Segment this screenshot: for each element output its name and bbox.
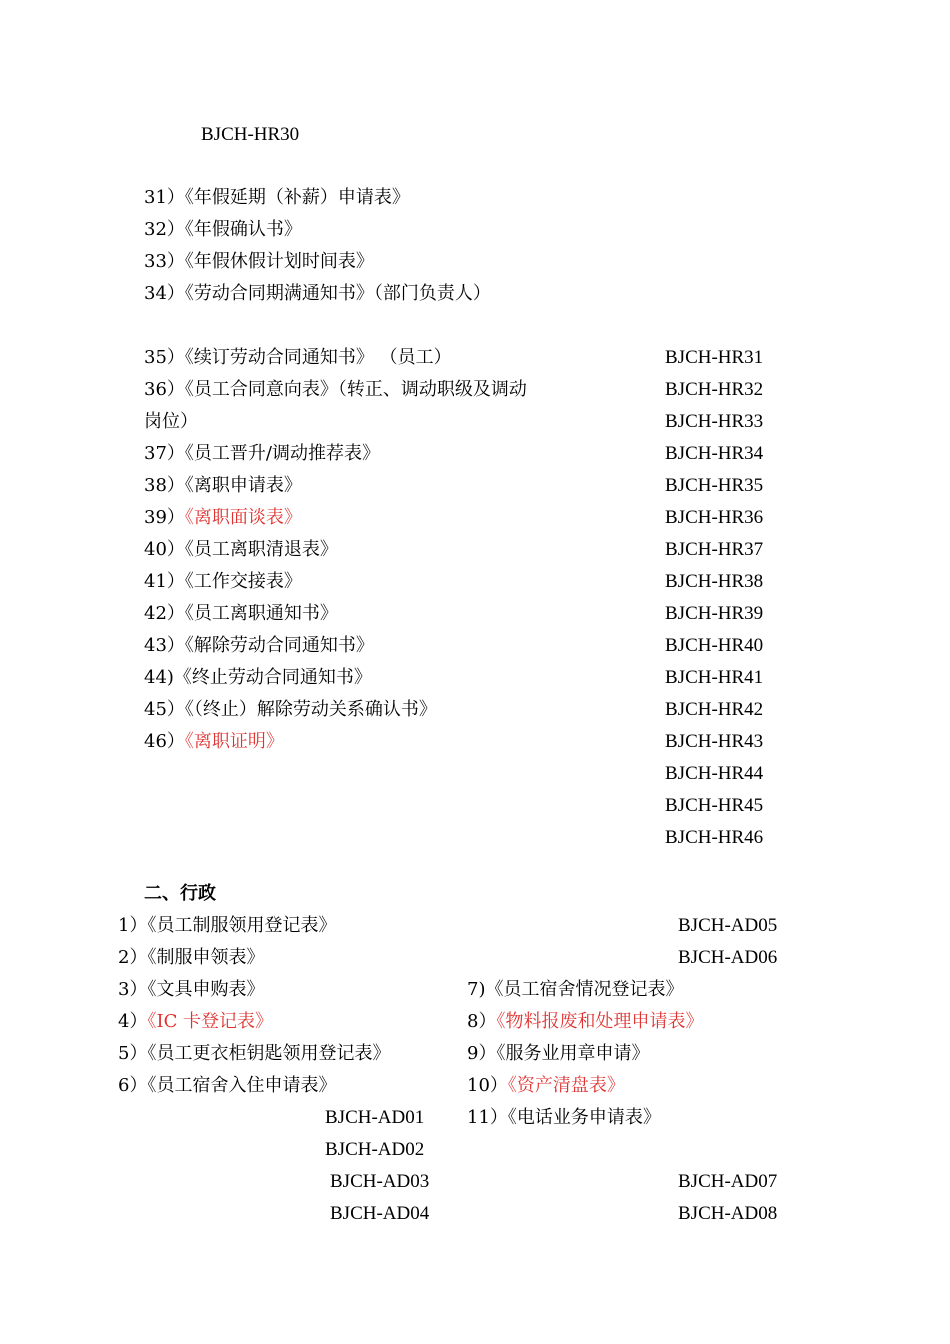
admin-item-7: 7)《员工宿舍情况登记表》 bbox=[467, 979, 684, 1000]
code-ad05: BJCH-AD05 bbox=[678, 915, 778, 936]
item-number: 4） bbox=[118, 1011, 148, 1032]
code-hr38: BJCH-HR38 bbox=[665, 571, 764, 592]
list-item-35: 35）《续订劳动合同通知书》 （员工） bbox=[144, 347, 452, 368]
list-item-32: 32）《年假确认书》 bbox=[144, 219, 302, 240]
list-item-38: 38）《离职申请表》 bbox=[144, 475, 302, 496]
code-hr37: BJCH-HR37 bbox=[665, 539, 764, 560]
admin-item-10 bbox=[467, 1075, 625, 1097]
list-item-34: 34）《劳动合同期满通知书》（部门负责人） bbox=[144, 283, 491, 304]
item-number: 39） bbox=[144, 507, 185, 528]
list-item-31: 31）《年假延期（补薪）申请表》 bbox=[144, 187, 410, 208]
highlighted-form-title: 《离职面谈表》 bbox=[184, 507, 302, 528]
admin-item-5: 5）《员工更衣柜钥匙领用登记表》 bbox=[118, 1043, 391, 1064]
list-item-43: 43）《解除劳动合同通知书》 bbox=[144, 635, 374, 656]
code-ad02: BJCH-AD02 bbox=[325, 1139, 425, 1160]
list-item-39 bbox=[144, 507, 302, 529]
code-ad07: BJCH-AD07 bbox=[678, 1171, 778, 1192]
code-hr31: BJCH-HR31 bbox=[665, 347, 764, 368]
highlighted-form-title: 《物料报废和处理申请表》 bbox=[496, 1011, 704, 1032]
code-hr40: BJCH-HR40 bbox=[665, 635, 764, 656]
code-hr43: BJCH-HR43 bbox=[665, 731, 764, 752]
code-hr30: BJCH-HR30 bbox=[201, 124, 300, 145]
highlighted-form-title: 《资产清盘表》 bbox=[507, 1075, 625, 1096]
list-item-41: 41）《工作交接表》 bbox=[144, 571, 302, 592]
admin-item-3: 3）《文具申购表》 bbox=[118, 979, 265, 1000]
item-number: 46） bbox=[144, 731, 185, 752]
code-hr41: BJCH-HR41 bbox=[665, 667, 764, 688]
admin-item-4 bbox=[118, 1011, 273, 1033]
section-heading-admin: 二、行政 bbox=[144, 883, 216, 904]
code-hr33: BJCH-HR33 bbox=[665, 411, 764, 432]
item-number: 8） bbox=[467, 1011, 497, 1032]
code-ad03: BJCH-AD03 bbox=[330, 1171, 430, 1192]
admin-item-9: 9）《服务业用章申请》 bbox=[467, 1043, 650, 1064]
code-hr36: BJCH-HR36 bbox=[665, 507, 764, 528]
code-hr45: BJCH-HR45 bbox=[665, 795, 764, 816]
highlighted-form-title: 《离职证明》 bbox=[184, 731, 284, 752]
code-hr34: BJCH-HR34 bbox=[665, 443, 764, 464]
code-ad06: BJCH-AD06 bbox=[678, 947, 778, 968]
admin-item-2: 2）《制服申领表》 bbox=[118, 947, 265, 968]
code-ad08: BJCH-AD08 bbox=[678, 1203, 778, 1224]
code-ad04: BJCH-AD04 bbox=[330, 1203, 430, 1224]
list-item-36: 36）《员工合同意向表》（转正、调动职级及调动 bbox=[144, 379, 527, 400]
admin-item-11: 11）《电话业务申请表》 bbox=[467, 1107, 661, 1128]
code-hr32: BJCH-HR32 bbox=[665, 379, 764, 400]
code-hr35: BJCH-HR35 bbox=[665, 475, 764, 496]
list-item-45: 45）《（终止）解除劳动关系确认书》 bbox=[144, 699, 437, 720]
list-item-40: 40）《员工离职清退表》 bbox=[144, 539, 338, 560]
list-item-37: 37）《员工晋升/调动推荐表》 bbox=[144, 443, 380, 464]
code-ad01: BJCH-AD01 bbox=[325, 1107, 425, 1128]
item-number: 10） bbox=[467, 1075, 508, 1096]
list-item-36-cont: 岗位） bbox=[144, 411, 198, 432]
admin-item-6: 6）《员工宿舍入住申请表》 bbox=[118, 1075, 337, 1096]
list-item-44: 44)《终止劳动合同通知书》 bbox=[144, 667, 372, 688]
admin-item-8 bbox=[467, 1011, 703, 1033]
code-hr44: BJCH-HR44 bbox=[665, 763, 764, 784]
code-hr46: BJCH-HR46 bbox=[665, 827, 764, 848]
highlighted-form-title: 《IC 卡登记表》 bbox=[147, 1011, 274, 1032]
list-item-42: 42）《员工离职通知书》 bbox=[144, 603, 338, 624]
list-item-46 bbox=[144, 731, 284, 753]
admin-item-1: 1）《员工制服领用登记表》 bbox=[118, 915, 337, 936]
list-item-33: 33）《年假休假计划时间表》 bbox=[144, 251, 374, 272]
code-hr39: BJCH-HR39 bbox=[665, 603, 764, 624]
code-hr42: BJCH-HR42 bbox=[665, 699, 764, 720]
